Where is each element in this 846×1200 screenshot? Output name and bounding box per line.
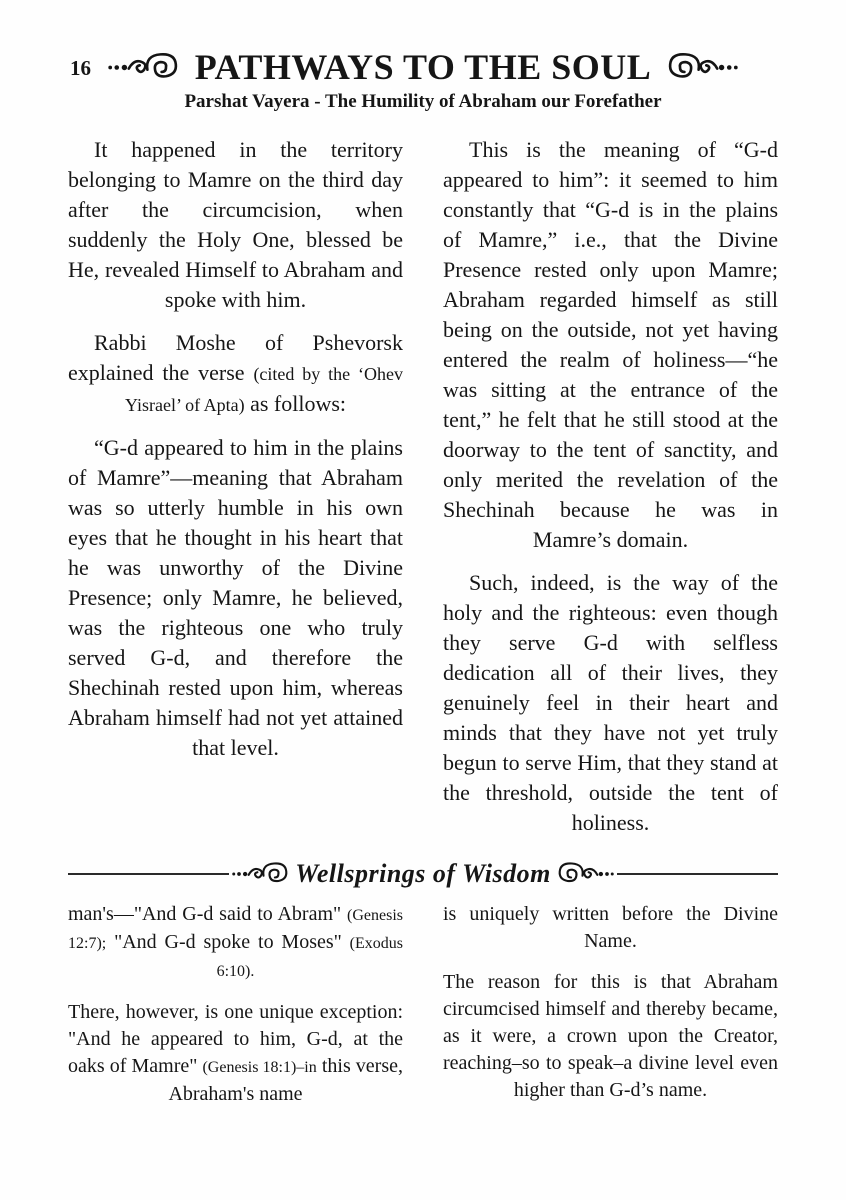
paragraph-text: Rabbi Moshe of Pshevorsk explained the verse [68, 330, 403, 385]
citation: (Genesis 18:1)–in [202, 1059, 317, 1076]
chapter-subtitle: Parshat Vayera - The Humility of Abraham our Forefather [184, 91, 662, 112]
paragraph: The reason for this is that Abraham circumcised himself and thereby became, as it were, a crown upon the Creator, reaching–so to speak–a divine level even higher than G-d’s name. [443, 971, 778, 1101]
paragraph [68, 901, 403, 985]
divider-flourish-right-icon [555, 860, 617, 888]
paragraph: Such, indeed, is the way of the holy and the righteous: even though they serve G-d with selfless dedication all of their lives, they genuinely feel in their heart and minds that they have not yet truly begun to serve Him, that they stand at the threshold, outside the tent of holiness. [443, 570, 778, 835]
footer-text-columns [0, 901, 846, 1122]
page-header [0, 0, 846, 113]
paragraph-text: this verse, Abraham's name [168, 1055, 403, 1105]
paragraph-text: "And G-d spoke to Moses" [106, 931, 350, 953]
title-flourish-right-icon [659, 50, 747, 85]
paragraph: It happened in the territory belonging to Mamre on the third day after the circumcision, when suddenly the Holy One, blessed be He, revealed Himself to Abraham and spoke with him. [68, 137, 403, 312]
paragraph [68, 328, 403, 420]
paragraph-text: man's—"And G-d said to Abram" [68, 903, 348, 925]
divider-flourish-left-icon [229, 860, 291, 888]
title-flourish-left-icon [99, 50, 187, 85]
wisdom-section-divider [0, 855, 846, 893]
paragraph: This is the meaning of “G-d appeared to him”: it seemed to him constantly that “G-d is in the plains of Mamre,” i.e., that the Divine Presence rested only upon Mamre; Abraham regarded himself as still being on the outside, not yet having entered the realm of holiness—“he was sitting at the entrance of the tent,” he felt that he still stood at the doorway to the tent of sanctity, and only merited the revelation of the Shechinah because he was in Mamre’s domain. [443, 137, 778, 552]
paragraph: “G-d appeared to him in the plains of Mamre”—meaning that Abraham was so utterly humble in his own eyes that he thought in his heart that he was unworthy of the Divine Presence; only Mamre, he believed, was the righteous one who truly served G-d, and therefore the Shechinah rested upon him, whereas Abraham himself had not yet attained that level. [68, 435, 403, 760]
citation: (cited by the ‘Ohev Yisrael’ of Apta) [124, 364, 404, 415]
book-title: PATHWAYS TO THE SOUL [194, 47, 652, 87]
main-right-column [443, 135, 778, 851]
paragraph-text: There, however, is one unique exception: "And he appeared to him, G-d, at the oaks of Mamre" [68, 1001, 403, 1077]
footer-left-column [68, 901, 403, 1122]
paragraph-text: as follows: [244, 391, 347, 416]
footer-right-column [443, 901, 778, 1122]
main-left-column [68, 135, 403, 851]
paragraph [68, 999, 403, 1108]
divider-rule-right [617, 873, 778, 875]
main-text-columns [0, 135, 846, 851]
divider-rule-left [68, 873, 229, 875]
divider-title: Wellsprings of Wisdom [295, 859, 551, 888]
title-row [0, 46, 846, 88]
paragraph: is uniquely written before the Divine Name. [443, 903, 778, 952]
citation: (Genesis 12:7); [68, 907, 403, 952]
citation: (Exodus 6:10). [216, 935, 403, 980]
page-number: 16 [70, 56, 91, 80]
